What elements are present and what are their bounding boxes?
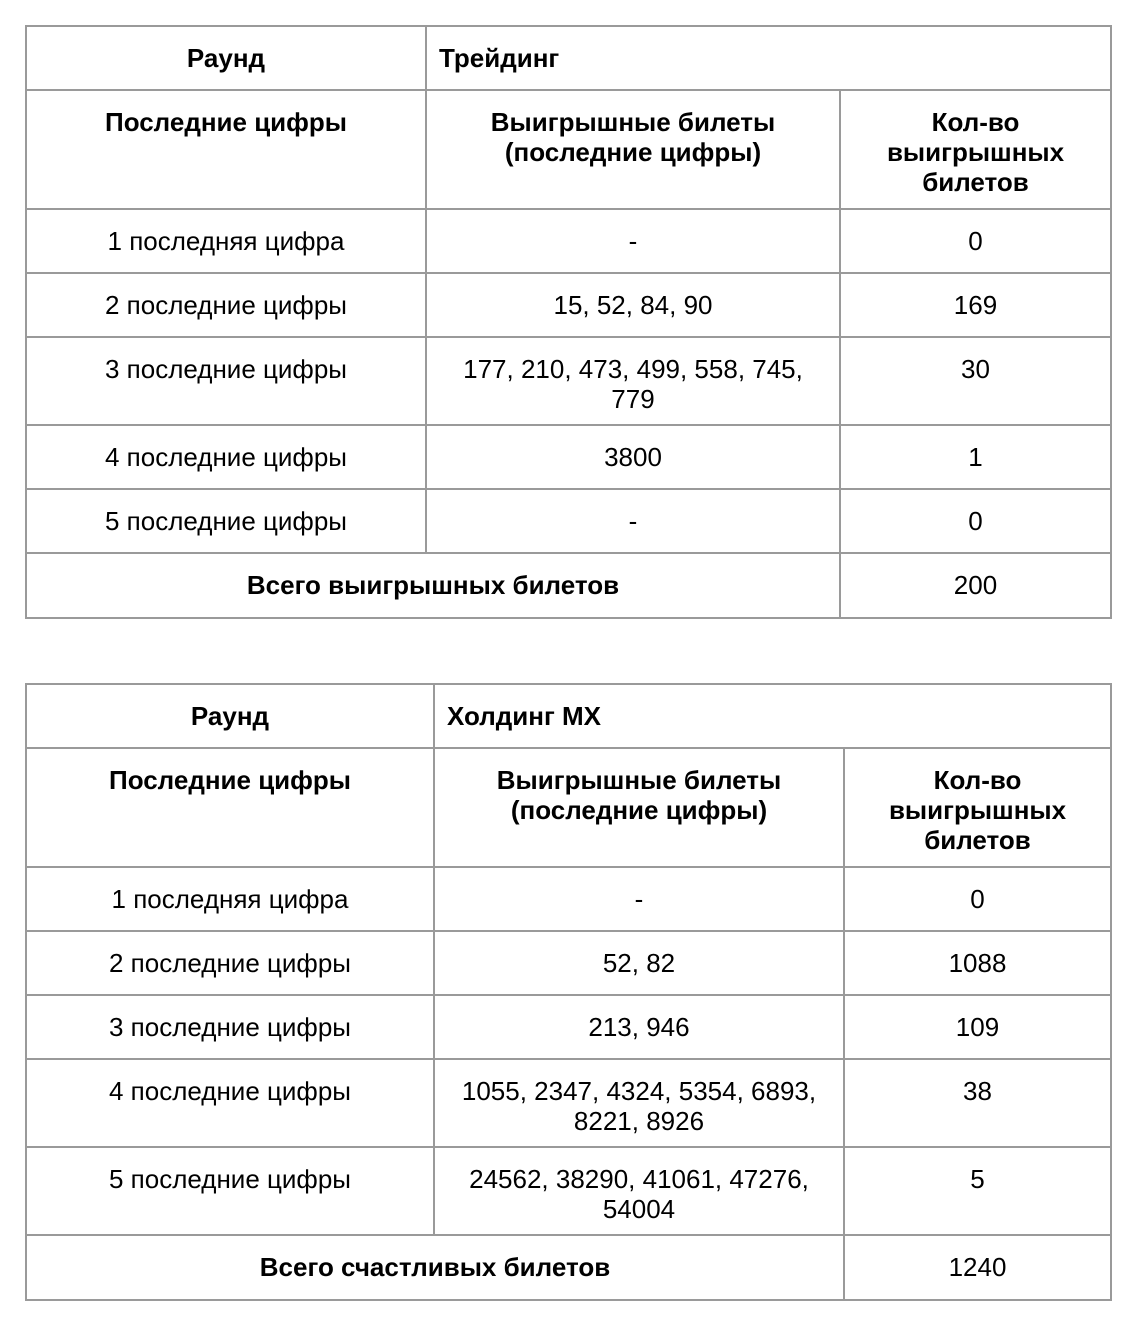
total-value: 200 [840,553,1111,618]
cell-count: 38 [844,1059,1111,1147]
cell-count: 109 [844,995,1111,1059]
round-label: Раунд [26,26,426,90]
round-value: Холдинг MX [434,684,1111,748]
total-row [26,1235,1111,1300]
round-value: Трейдинг [426,26,1111,90]
cell-digits: 2 последние цифры [26,931,434,995]
cell-digits: 5 последние цифры [26,489,426,553]
cell-winning: 3800 [426,425,840,489]
cell-winning: 177, 210, 473, 499, 558, 745, 779 [426,337,840,425]
cell-count: 30 [840,337,1111,425]
header-winning-count: Кол-во выигрышных билетов [840,90,1111,209]
holding-mx-results-table [25,683,1112,1301]
table-row [26,209,1111,273]
cell-digits: 4 последние цифры [26,1059,434,1147]
cell-winning: 24562, 38290, 41061, 47276, 54004 [434,1147,844,1235]
table-row [26,273,1111,337]
cell-winning: - [426,489,840,553]
header-last-digits: Последние цифры [26,748,434,867]
table-row [26,867,1111,931]
total-row [26,553,1111,618]
cell-count: 1088 [844,931,1111,995]
cell-winning: 52, 82 [434,931,844,995]
cell-count: 0 [840,489,1111,553]
cell-digits: 3 последние цифры [26,995,434,1059]
total-label: Всего счастливых билетов [26,1235,844,1300]
table-row [26,489,1111,553]
cell-winning: 213, 946 [434,995,844,1059]
header-row [26,90,1111,209]
total-value: 1240 [844,1235,1111,1300]
table-row [26,995,1111,1059]
round-row [26,684,1111,748]
round-row [26,26,1111,90]
cell-digits: 4 последние цифры [26,425,426,489]
cell-count: 0 [840,209,1111,273]
table-row [26,1059,1111,1147]
round-label: Раунд [26,684,434,748]
cell-digits: 3 последние цифры [26,337,426,425]
trading-results-table [25,25,1112,619]
cell-count: 169 [840,273,1111,337]
cell-digits: 5 последние цифры [26,1147,434,1235]
cell-winning: 1055, 2347, 4324, 5354, 6893, 8221, 8926 [434,1059,844,1147]
header-row [26,748,1111,867]
table-row [26,1147,1111,1235]
header-winning-tickets: Выигрышные билеты (последние цифры) [434,748,844,867]
cell-winning: - [426,209,840,273]
cell-count: 1 [840,425,1111,489]
cell-winning: - [434,867,844,931]
header-last-digits: Последние цифры [26,90,426,209]
cell-digits: 2 последние цифры [26,273,426,337]
header-winning-count: Кол-во выигрышных билетов [844,748,1111,867]
cell-winning: 15, 52, 84, 90 [426,273,840,337]
table-row [26,425,1111,489]
cell-count: 0 [844,867,1111,931]
table-row [26,337,1111,425]
cell-digits: 1 последняя цифра [26,867,434,931]
cell-digits: 1 последняя цифра [26,209,426,273]
total-label: Всего выигрышных билетов [26,553,840,618]
table-row [26,931,1111,995]
cell-count: 5 [844,1147,1111,1235]
header-winning-tickets: Выигрышные билеты (последние цифры) [426,90,840,209]
